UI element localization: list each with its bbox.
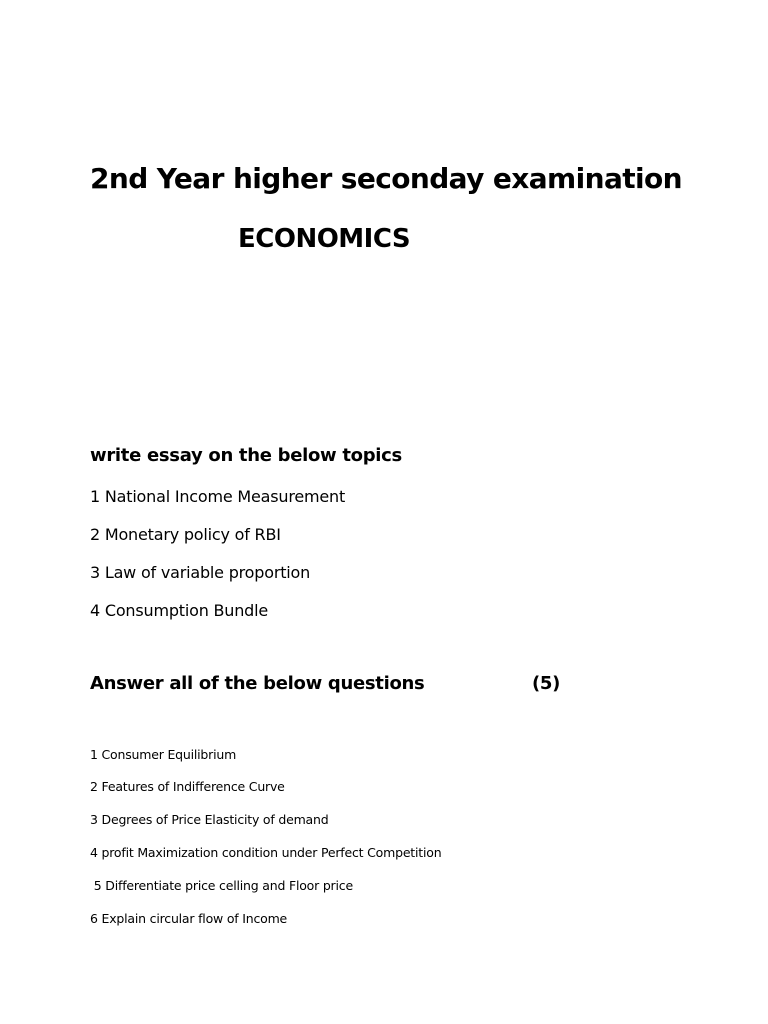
essay-section-heading: write essay on the below topics bbox=[90, 445, 402, 466]
subject-title: ECONOMICS bbox=[238, 224, 411, 254]
question-1: 1 Consumer Equilibrium bbox=[90, 747, 237, 762]
questions-marks: (5) bbox=[532, 673, 561, 694]
question-4: 4 profit Maximization condition under Perfect Competition bbox=[90, 845, 442, 860]
question-6: 6 Explain circular flow of Income bbox=[90, 911, 288, 926]
question-5: 5 Differentiate price celling and Floor price bbox=[90, 878, 353, 893]
essay-topic-3: 3 Law of variable proportion bbox=[90, 563, 311, 582]
questions-section-heading: Answer all of the below questions bbox=[90, 673, 425, 694]
essay-topic-4: 4 Consumption Bundle bbox=[90, 601, 269, 620]
exam-title: 2nd Year higher seconday examination bbox=[90, 162, 683, 195]
essay-topic-1: 1 National Income Measurement bbox=[90, 487, 346, 506]
essay-topic-2: 2 Monetary policy of RBI bbox=[90, 525, 281, 544]
question-2: 2 Features of Indifference Curve bbox=[90, 779, 285, 794]
question-3: 3 Degrees of Price Elasticity of demand bbox=[90, 812, 329, 827]
